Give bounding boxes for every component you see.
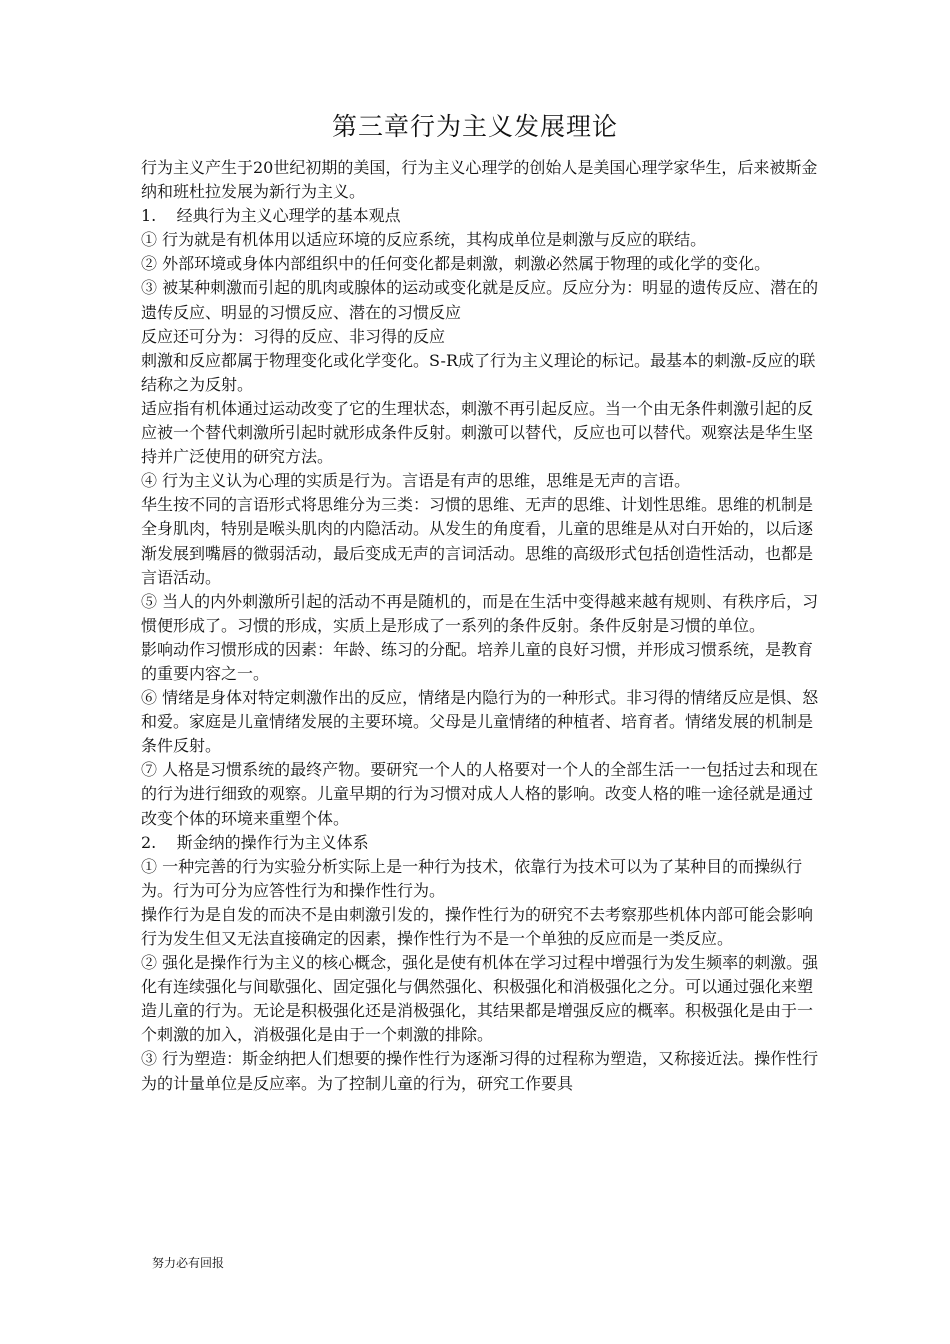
paragraph-point-3: ③ 被某种刺激而引起的肌肉或腺体的运动或变化就是反应。反应分为：明显的遗传反应、潜在的遗传反应、明显的习惯反应、潜在的习惯反应	[141, 278, 819, 322]
paragraph-skinner-2: ② 强化是操作行为主义的核心概念，强化是使有机体在学习过程中增强行为发生频率的刺激。强化有连续强化与间歇强化、固定强化与偶然强化、积极强化和消极强化之分。可以通过强化来塑造儿童的行为。无论是积极强化还是消极强化，其结果都是增强反应的概率。积极强化是由于一个刺激的加入，消极强化是由于一个刺激的排除。	[141, 953, 819, 1045]
paragraph-intro: 行为主义产生于20世纪初期的美国，行为主义心理学的创始人是美国心理学家华生，后来被斯金纳和班杜拉发展为新行为主义。	[141, 158, 818, 202]
footer-motto: 努力必有回报	[152, 1256, 225, 1270]
section-heading-1: 1. 经典行为主义心理学的基本观点	[141, 206, 401, 226]
paragraph-point-1: ① 行为就是有机体用以适应环境的反应系统，其构成单位是刺激与反应的联结。	[141, 230, 707, 250]
paragraph-habit-factors: 影响动作习惯形成的因素：年龄、练习的分配。培养儿童的良好习惯，并形成习惯系统，是教育的重要内容之一。	[141, 639, 814, 683]
paragraph-thinking: 华生按不同的言语形式将思维分为三类：习惯的思维、无声的思维、计划性思维。思维的机制是全身肌肉，特别是喉头肌肉的内隐活动。从发生的角度看，儿童的思维是从对白开始的，以后逐渐发展到嘴唇的微弱活动，最后变成无声的言词活动。思维的高级形式包括创造性活动，也都是言语活动。	[141, 495, 814, 587]
paragraph-point-7: ⑦ 人格是习惯系统的最终产物。要研究一个人的人格要对一个人的全部生活一一包括过去和现在的行为进行细致的观察。儿童早期的行为习惯对成人人格的影响。改变人格的唯一途径就是通过改变个体的环境来重塑个体。	[141, 760, 819, 828]
chapter-title: 第三章行为主义发展理论	[331, 112, 618, 141]
paragraph-point-2: ② 外部环境或身体内部组织中的任何变化都是刺激，刺激必然属于物理的或化学的变化。	[141, 254, 771, 274]
section-heading-2: 2. 斯金纳的操作行为主义体系	[141, 832, 369, 852]
paragraph-point-6: ⑥ 情绪是身体对特定刺激作出的反应，情绪是内隐行为的一种形式。非习得的情绪反应是惧、怒和爱。家庭是儿童情绪发展的主要环境。父母是儿童情绪的种植者、培育者。情绪发展的机制是条件反射。	[141, 688, 819, 756]
paragraph-adaptation: 适应指有机体通过运动改变了它的生理状态，刺激不再引起反应。当一个由无条件刺激引起的反应被一个替代刺激所引起时就形成条件反射。刺激可以替代，反应也可以替代。观察法是华生坚持并广泛使用的研究方法。	[141, 398, 814, 467]
paragraph-point-5: ⑤ 当人的内外刺激所引起的活动不再是随机的，而是在生活中变得越来越有规则、有秩序后，习惯便形成了。习惯的形成，实质上是形成了一系列的条件反射。条件反射是习惯的单位。	[141, 591, 819, 635]
paragraph-response-types: 反应还可分为：习得的反应、非习得的反应	[141, 326, 446, 346]
paragraph-skinner-3: ③ 行为塑造：斯金纳把人们想要的操作性行为逐渐习得的过程称为塑造，又称接近法。操作性行为的计量单位是反应率。为了控制儿童的行为，研究工作要具	[141, 1049, 819, 1093]
paragraph-point-4: ④ 行为主义认为心理的实质是行为。言语是有声的思维，思维是无声的言语。	[141, 471, 691, 491]
document-body	[141, 156, 825, 1096]
paragraph-skinner-1: ① 一种完善的行为实验分析实际上是一种行为技术，依靠行为技术可以为了某种目的而操纵行为。行为可分为应答性行为和操作性行为。	[141, 856, 803, 900]
paragraph-s-r: 刺激和反应都属于物理变化或化学变化。S-R成了行为主义理论的标记。最基本的刺激-反应的联结称之为反射。	[141, 350, 816, 394]
paragraph-operant: 操作行为是自发的而决不是由刺激引发的，操作性行为的研究不去考察那些机体内部可能会影响行为发生但又无法直接确定的因素，操作性行为不是一个单独的反应而是一类反应。	[141, 904, 814, 948]
